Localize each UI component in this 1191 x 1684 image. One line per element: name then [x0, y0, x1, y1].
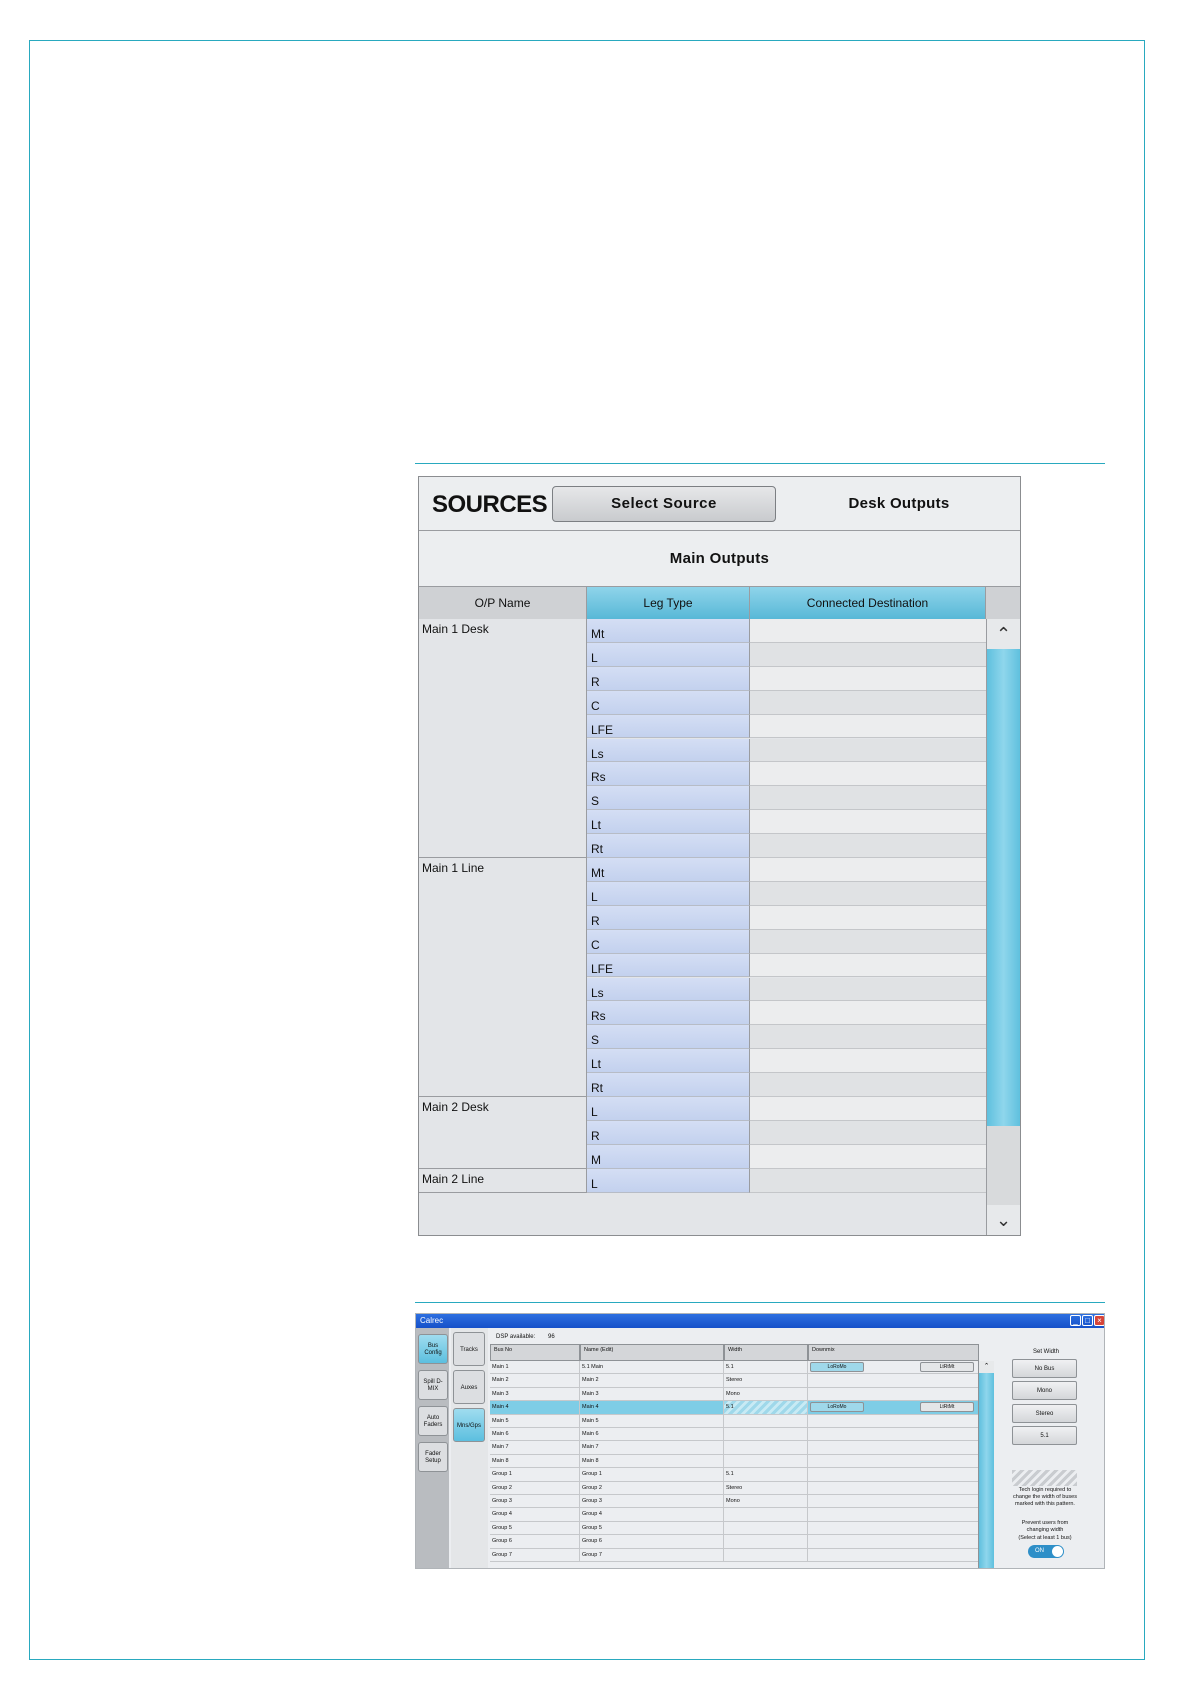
output-name-cell[interactable]: Main 1 Desk [419, 619, 587, 858]
connected-destination-cell[interactable] [750, 1097, 986, 1121]
sources-title: SOURCES [432, 491, 548, 518]
header-width[interactable]: Width [724, 1344, 808, 1361]
connected-destination-cell[interactable] [750, 954, 986, 978]
cell-bus: Group 7 [490, 1549, 580, 1562]
table-row[interactable] [490, 1415, 979, 1428]
cell-bus: Group 6 [490, 1535, 580, 1548]
toggle-label: ON [1035, 1548, 1044, 1554]
left-tab-bus-config[interactable]: Bus Config [418, 1334, 448, 1364]
connected-destination-cell[interactable] [750, 858, 986, 882]
cell-downmix [808, 1522, 979, 1535]
cell-downmix [808, 1535, 979, 1548]
connected-destination-cell[interactable] [750, 715, 986, 739]
connected-destination-cell[interactable] [750, 1025, 986, 1049]
table-row[interactable] [490, 1441, 979, 1454]
cell-downmix [808, 1455, 979, 1468]
leg-type-cell[interactable]: C [587, 930, 750, 954]
calrec-bus-config-window [415, 1313, 1105, 1569]
leg-type-cell[interactable]: Mt [587, 858, 750, 882]
chevron-down-icon[interactable]: ⌄ [987, 1205, 1020, 1235]
leg-type-cell[interactable]: Rs [587, 762, 750, 786]
leg-type-cell[interactable]: Mt [587, 619, 750, 643]
cell-downmix [808, 1388, 979, 1401]
header-downmix[interactable]: Downmix [808, 1344, 979, 1361]
tech-login-pattern [1012, 1470, 1077, 1486]
leg-type-cell[interactable]: Ls [587, 978, 750, 1002]
set-width-stereo-button[interactable]: Stereo [1012, 1404, 1077, 1423]
select-bus-note: (Select at least 1 bus) [1018, 1535, 1072, 1541]
connected-destination-cell[interactable] [750, 643, 986, 667]
leg-type-cell[interactable]: Ls [587, 739, 750, 763]
connected-destination-cell[interactable] [750, 906, 986, 930]
cell-bus: Group 1 [490, 1468, 580, 1481]
output-name-cell[interactable]: Main 2 Desk [419, 1097, 587, 1169]
cell-bus: Main 8 [490, 1455, 580, 1468]
cell-bus: Group 5 [490, 1522, 580, 1535]
cell-width: Mono [724, 1388, 808, 1401]
connected-destination-cell[interactable] [750, 978, 986, 1002]
cell-width: 5.1 [724, 1361, 808, 1374]
cell-downmix [808, 1441, 979, 1454]
leg-type-cell[interactable]: R [587, 906, 750, 930]
main-outputs-title: Main Outputs [419, 531, 1020, 587]
left-tab-fader-setup[interactable]: Fader Setup [418, 1442, 448, 1472]
outputs-scrollbar[interactable] [986, 619, 1020, 1235]
connected-destination-cell[interactable] [750, 810, 986, 834]
table-row[interactable] [490, 1401, 979, 1414]
left-tab-auto-faders[interactable]: Auto Faders [418, 1406, 448, 1436]
output-name-cell[interactable]: Main 1 Line [419, 858, 587, 1097]
cell-width [724, 1522, 808, 1535]
chevron-up-icon[interactable]: ⌃ [979, 1361, 994, 1373]
downmix-button[interactable]: LoRoMo [810, 1402, 864, 1412]
leg-type-cell[interactable]: Rt [587, 1073, 750, 1097]
connected-destination-cell[interactable] [750, 667, 986, 691]
sub-tab-auxes[interactable]: Auxes [453, 1370, 485, 1404]
connected-destination-cell[interactable] [750, 739, 986, 763]
connected-destination-cell[interactable] [750, 882, 986, 906]
cell-width [724, 1455, 808, 1468]
window-title: Calrec [420, 1316, 444, 1325]
sub-tab-mns-gps[interactable]: Mns/Gps [453, 1408, 485, 1442]
connected-destination-cell[interactable] [750, 1169, 986, 1193]
leg-type-cell[interactable]: L [587, 882, 750, 906]
cell-width: 5.1 [724, 1401, 808, 1414]
set-width-mono-button[interactable]: Mono [1012, 1381, 1077, 1400]
cell-name[interactable]: Group 1 [580, 1468, 724, 1481]
column-header-spacer [986, 587, 1020, 619]
cell-name[interactable]: Main 4 [580, 1401, 724, 1414]
cell-name[interactable]: Main 7 [580, 1441, 724, 1454]
connected-destination-cell[interactable] [750, 691, 986, 715]
column-header-leg-type[interactable]: Leg Type [587, 587, 750, 619]
connected-destination-cell[interactable] [750, 1145, 986, 1169]
cell-downmix [808, 1468, 979, 1481]
table-row[interactable] [490, 1495, 979, 1508]
header-bus-no[interactable]: Bus No [490, 1344, 580, 1361]
cell-bus: Group 4 [490, 1508, 580, 1521]
scrollbar-thumb[interactable] [979, 1373, 994, 1569]
cell-downmix [808, 1428, 979, 1441]
cell-width: 5.1 [724, 1468, 808, 1481]
leg-type-cell[interactable]: S [587, 786, 750, 810]
column-header-op-name[interactable]: O/P Name [419, 587, 587, 619]
connected-destination-cell[interactable] [750, 1001, 986, 1025]
cell-name[interactable]: Group 6 [580, 1535, 724, 1548]
leg-type-cell[interactable]: Lt [587, 810, 750, 834]
connected-destination-cell[interactable] [750, 762, 986, 786]
sub-tab-tracks[interactable]: Tracks [453, 1332, 485, 1366]
table-row[interactable] [490, 1361, 979, 1374]
cell-downmix [808, 1549, 979, 1562]
prevent-width-toggle[interactable] [1028, 1545, 1064, 1558]
leg-type-cell[interactable]: Rs [587, 1001, 750, 1025]
leg-type-cell[interactable]: S [587, 1025, 750, 1049]
cell-bus: Main 6 [490, 1428, 580, 1441]
window-title-bar [416, 1314, 1104, 1328]
cell-name[interactable]: 5.1 Main [580, 1361, 724, 1374]
connected-destination-cell[interactable] [750, 1049, 986, 1073]
set-width-label: Set Width [1032, 1349, 1059, 1355]
table-row[interactable] [490, 1468, 979, 1481]
cell-name[interactable]: Group 7 [580, 1549, 724, 1562]
chevron-up-icon[interactable]: ⌃ [987, 619, 1020, 649]
cell-bus: Main 4 [490, 1401, 580, 1414]
desk-outputs-label: Desk Outputs [848, 495, 950, 512]
cell-bus: Group 2 [490, 1482, 580, 1495]
leg-type-cell[interactable]: L [587, 643, 750, 667]
toggle-knob [1052, 1546, 1063, 1557]
cell-bus: Group 3 [490, 1495, 580, 1508]
cell-downmix [808, 1374, 979, 1387]
cell-bus: Main 5 [490, 1415, 580, 1428]
leg-type-cell[interactable]: C [587, 691, 750, 715]
cell-bus: Main 3 [490, 1388, 580, 1401]
cell-name[interactable]: Group 3 [580, 1495, 724, 1508]
leg-type-cell[interactable]: M [587, 1145, 750, 1169]
cell-bus: Main 2 [490, 1374, 580, 1387]
dsp-available-label: DSP available: [496, 1334, 536, 1340]
left-tab-spill-d-mix[interactable]: Spill D-MIX [418, 1370, 448, 1400]
leg-type-cell[interactable]: Rt [587, 834, 750, 858]
cell-width: Stereo [724, 1482, 808, 1495]
connected-destination-cell[interactable] [750, 1073, 986, 1097]
cell-width: Mono [724, 1495, 808, 1508]
divider-bottom [415, 1302, 1105, 1303]
maximize-icon[interactable]: □ [1082, 1315, 1093, 1326]
leg-type-cell[interactable]: L [587, 1169, 750, 1193]
cell-width [724, 1441, 808, 1454]
tech-login-note: Tech login required to change the width of buses marked with this pattern. [1013, 1487, 1077, 1507]
connected-destination-cell[interactable] [750, 1121, 986, 1145]
leg-type-cell[interactable]: R [587, 1121, 750, 1145]
cell-width: Stereo [724, 1374, 808, 1387]
connected-destination-cell[interactable] [750, 619, 986, 643]
cell-width [724, 1508, 808, 1521]
table-row[interactable] [490, 1508, 979, 1521]
cell-downmix [808, 1495, 979, 1508]
cell-downmix [808, 1482, 979, 1495]
outputs-table-body [419, 619, 986, 1235]
connected-destination-cell[interactable] [750, 930, 986, 954]
set-width-no-bus-button[interactable]: No Bus [1012, 1359, 1077, 1378]
column-header-connected-destination[interactable]: Connected Destination [750, 587, 986, 619]
cell-width [724, 1549, 808, 1562]
connected-destination-cell[interactable] [750, 834, 986, 858]
cell-width [724, 1415, 808, 1428]
cell-name[interactable]: Group 4 [580, 1508, 724, 1521]
dsp-available-value: 96 [548, 1334, 555, 1340]
scrollbar-thumb[interactable] [987, 649, 1020, 1126]
bus-table-scrollbar[interactable] [978, 1361, 994, 1569]
sources-header [419, 477, 1020, 531]
cell-name[interactable]: Main 3 [580, 1388, 724, 1401]
connected-destination-cell[interactable] [750, 786, 986, 810]
leg-type-cell[interactable]: LFE [587, 715, 750, 739]
cell-name[interactable]: Group 2 [580, 1482, 724, 1495]
output-name-cell[interactable]: Main 2 Line [419, 1169, 587, 1193]
cell-width [724, 1535, 808, 1548]
cell-downmix [808, 1415, 979, 1428]
sources-panel [418, 476, 1021, 1236]
table-row[interactable] [490, 1455, 979, 1468]
table-row[interactable] [490, 1522, 979, 1535]
left-tab-strip [416, 1328, 449, 1569]
close-icon[interactable]: × [1094, 1315, 1105, 1326]
set-width-5-1-button[interactable]: 5.1 [1012, 1426, 1077, 1445]
column-header-row [419, 587, 1020, 619]
leg-type-cell[interactable]: R [587, 667, 750, 691]
table-row[interactable] [490, 1482, 979, 1495]
leg-type-cell[interactable]: LFE [587, 954, 750, 978]
leg-type-cell[interactable]: Lt [587, 1049, 750, 1073]
cell-bus: Main 7 [490, 1441, 580, 1454]
select-source-button[interactable]: Select Source [552, 486, 776, 522]
header-name[interactable]: Name (Edit) [580, 1344, 724, 1361]
downmix-button[interactable]: LtRtMt [920, 1402, 974, 1412]
table-row[interactable] [490, 1535, 979, 1548]
cell-name[interactable]: Main 5 [580, 1415, 724, 1428]
prevent-users-note: Prevent users from changing width [1021, 1520, 1069, 1533]
cell-downmix [808, 1508, 979, 1521]
table-row[interactable] [490, 1388, 979, 1401]
table-row[interactable] [490, 1374, 979, 1387]
cell-bus: Main 1 [490, 1361, 580, 1374]
downmix-button[interactable]: LoRoMo [810, 1362, 864, 1372]
downmix-button[interactable]: LtRtMt [920, 1362, 974, 1372]
cell-name[interactable]: Group 5 [580, 1522, 724, 1535]
cell-name[interactable]: Main 8 [580, 1455, 724, 1468]
leg-type-cell[interactable]: L [587, 1097, 750, 1121]
table-row[interactable] [490, 1428, 979, 1441]
sub-tab-strip [451, 1328, 488, 1569]
table-row[interactable] [490, 1549, 979, 1562]
cell-name[interactable]: Main 6 [580, 1428, 724, 1441]
cell-width [724, 1428, 808, 1441]
cell-name[interactable]: Main 2 [580, 1374, 724, 1387]
divider-top [415, 463, 1105, 464]
minimize-icon[interactable]: _ [1070, 1315, 1081, 1326]
